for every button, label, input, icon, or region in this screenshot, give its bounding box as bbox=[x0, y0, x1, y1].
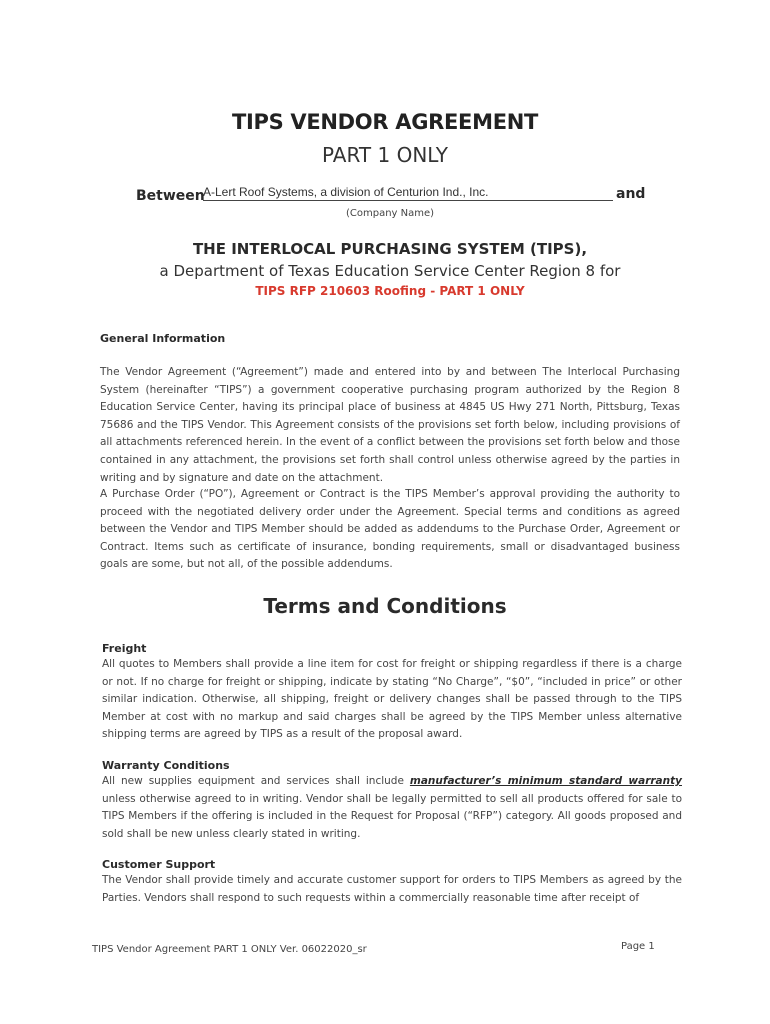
system-title: THE INTERLOCAL PURCHASING SYSTEM (TIPS), bbox=[192, 240, 588, 258]
footer-version: TIPS Vendor Agreement PART 1 ONLY Ver. 06022020_sr bbox=[92, 944, 367, 955]
general-info-paragraph-1: The Vendor Agreement (“Agreement”) made and entered into by and between The Interlocal Purchasing System (hereinafter “TIPS”) a government cooperative purchasing program authorized by the Region 8 Education Service Center, having its principal place of business at 4845 US Hwy 271 North, Pittsburg, Texas 75686 and the TIPS Vendor. This Agreement consists of the provisions set forth below, including provisions of all attachments referenced herein. In the event of a conflict between the provisions set forth below and those contained in any attachment, the provisions set forth shall control unless otherwise agreed by the parties in writing and by signature and date on the attachment. bbox=[100, 366, 680, 484]
department-line: a Department of Texas Education Service Center Region 8 for bbox=[159, 262, 621, 280]
freight-heading: Freight bbox=[102, 642, 147, 655]
between-label: Between bbox=[136, 188, 205, 204]
warranty-text-start: All new supplies equipment and services shall include bbox=[102, 775, 410, 787]
warranty-text bbox=[102, 773, 682, 843]
document-title: TIPS VENDOR AGREEMENT bbox=[231, 110, 539, 134]
warranty-emphasis: manufacturer’s minimum standard warranty bbox=[409, 775, 682, 787]
terms-heading: Terms and Conditions bbox=[263, 594, 507, 618]
and-label: and bbox=[616, 186, 646, 202]
rfp-line: TIPS RFP 210603 Roofing - PART 1 ONLY bbox=[255, 284, 525, 298]
general-info-paragraph-2: A Purchase Order (“PO”), Agreement or Contract is the TIPS Member’s approval providing the authority to proceed with the negotiated delivery order under the Agreement. Special terms and conditions as agreed between the Vendor and TIPS Member should be added as addendums to the Purchase Order, Agreement or Contract. Items such as certificate of insurance, bonding requirements, small or disadvantaged business goals are some, but not all, of the possible addendums. bbox=[100, 488, 680, 571]
page-number: Page 1 bbox=[621, 941, 655, 952]
company-caption: (Company Name) bbox=[346, 208, 435, 219]
general-info-heading: General Information bbox=[100, 332, 226, 345]
support-text: The Vendor shall provide timely and accurate customer support for orders to TIPS Members as agreed by the Parties. Vendors shall respond to such requests within a commercially reasonable time after receipt of bbox=[102, 874, 682, 904]
support-heading: Customer Support bbox=[102, 858, 216, 871]
warranty-heading: Warranty Conditions bbox=[102, 759, 230, 772]
warranty-text-end: unless otherwise agreed to in writing. Vendor shall be legally permitted to sell all products offered for sale to TIPS Members if the offering is included in the Request for Proposal (“RFP”) category. All goods proposed and sold shall be new unless clearly stated in writing. bbox=[102, 792, 682, 840]
freight-text: All quotes to Members shall provide a line item for cost for freight or shipping regardless if there is a charge or not. If no charge for freight or shipping, indicate by stating “No Charge”, “$0”, “included in price” or other similar indication. Otherwise, all shipping, freight or delivery changes shall be passed through to the TIPS Member at cost with no markup and said charges shall be agreed by the TIPS Member unless alternative shipping terms are agreed by TIPS as a result of the proposal award. bbox=[102, 658, 682, 741]
company-name-field: A-Lert Roof Systems, a division of Centurion Ind., Inc. bbox=[203, 185, 613, 201]
document-subtitle: PART 1 ONLY bbox=[322, 143, 448, 167]
